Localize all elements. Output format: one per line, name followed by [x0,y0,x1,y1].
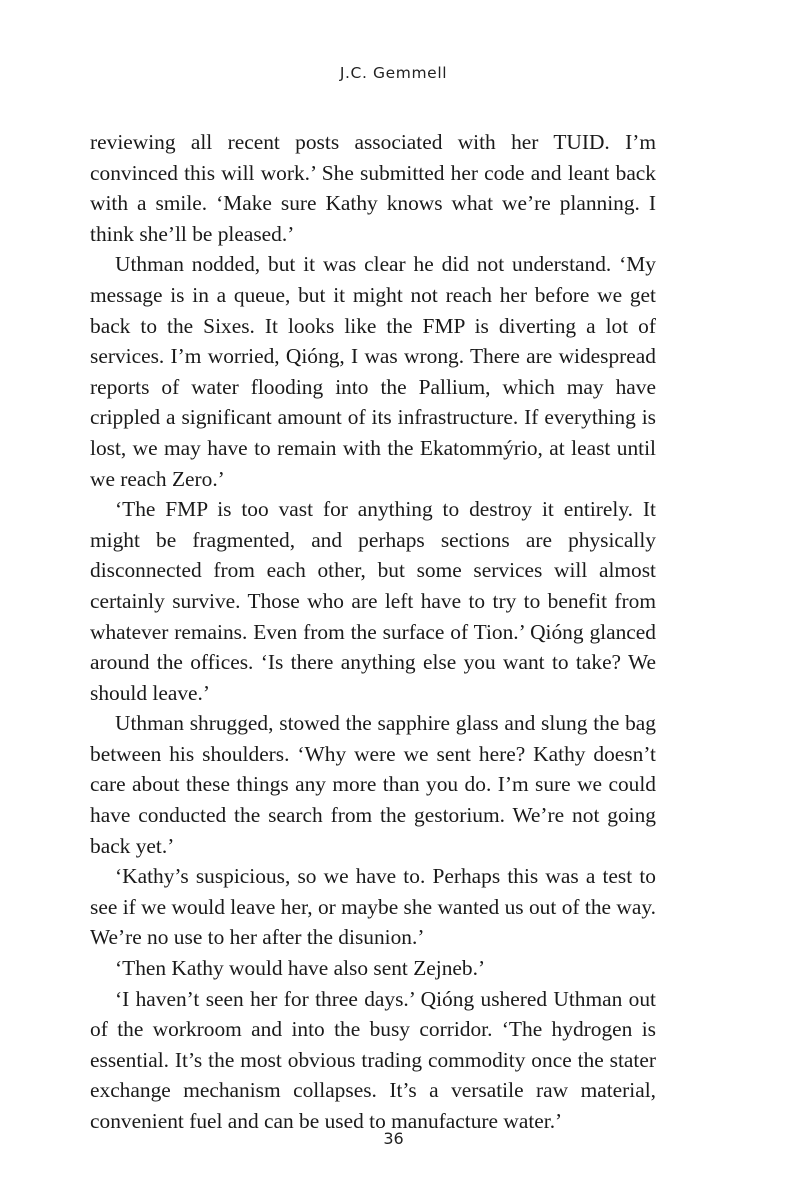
paragraph: ‘The FMP is too vast for anything to destroy it entirely. It might be fragmented, and perhaps sections are physically disconnected from each other, but some services will almost certainly survive. Those who are left have to try to benefit from whatever remains. Even from the surface of Tion.’ Qióng glanced around the offices. ‘Is there anything else you want to take? We should leave.’ [90,497,656,705]
paragraph: Uthman shrugged, stowed the sapphire glass and slung the bag between his shoulders. ‘Why were we sent here? Kathy doesn’t care about these things any more than you do. I’m sure we could have conducted the search from the gestorium. We’re not going back yet.’ [90,711,656,858]
body-text [90,127,656,1137]
paragraph: reviewing all recent posts associated with her TUID. I’m convinced this will work.’ She submitted her code and leant back with a smile. ‘Make sure Kathy knows what we’re planning. I think she’ll be pleased.’ [90,130,656,246]
paragraph: ‘Kathy’s suspicious, so we have to. Perhaps this was a test to see if we would leave her, or maybe she wanted us out of the way. We’re no use to her after the disunion.’ [90,864,656,950]
paragraph: Uthman nodded, but it was clear he did not understand. ‘My message is in a queue, but it might not reach her before we get back to the Sixes. It looks like the FMP is diverting a lot of services. I’m worried, Qióng, I was wrong. There are widespread reports of water flooding into the Pallium, which may have crippled a significant amount of its infrastructure. If everything is lost, we may have to remain with the Ekatommýrio, at least until we reach Zero.’ [90,252,656,491]
running-header: J.C. Gemmell [339,64,448,82]
page-number: 36 [383,1129,404,1148]
paragraph: ‘Then Kathy would have also sent Zejneb.’ [115,956,486,981]
paragraph: ‘I haven’t seen her for three days.’ Qióng ushered Uthman out of the workroom and into the busy corridor. ‘The hydrogen is essential. It’s the most obvious trading commodity once the stater exchange mechanism collapses. It’s a versatile raw material, convenient fuel and can be used to manufacture water.’ [90,986,656,1133]
